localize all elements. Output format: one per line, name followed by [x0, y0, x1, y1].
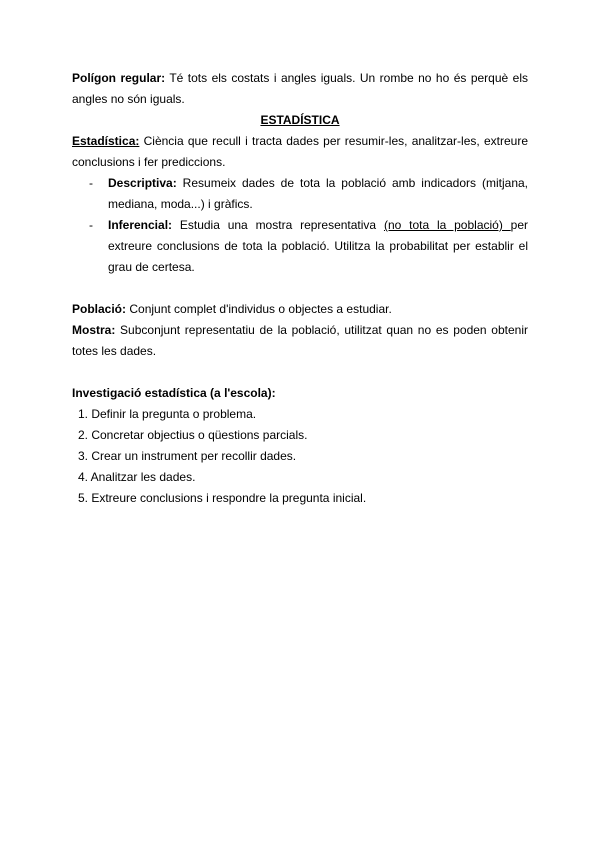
poblacio-text: Conjunt complet d'individus o objectes a estudiar. [126, 302, 392, 316]
inferencial-term: Inferencial: [108, 218, 173, 232]
inferencial-text-after: per extreure conclusions de tota la població. Utilitza la probabilitat per establir el grau de certesa. [108, 218, 529, 274]
poligon-term: Polígon regular: [72, 71, 166, 85]
poblacio-term: Població: [72, 302, 127, 316]
poblacio-paragraph [72, 299, 528, 320]
list-item: 4. Analitzar les dades. [78, 470, 196, 484]
heading-text: ESTADÍSTICA [260, 113, 340, 127]
poligon-paragraph [72, 68, 528, 110]
spacer [72, 278, 528, 299]
mostra-term: Mostra: [72, 323, 116, 337]
estadistica-term: Estadística: [72, 134, 140, 148]
list-item: 5. Extreure conclusions i respondre la pregunta inicial. [78, 491, 367, 505]
mostra-text: Subconjunt representatiu de la població, utilitzat quan no es poden obtenir totes les dades. [72, 323, 528, 358]
investigacio-title [72, 383, 528, 404]
list-item: 1. Definir la pregunta o problema. [78, 407, 257, 421]
mostra-paragraph [72, 320, 528, 362]
inferencial-text-before: Estudia una mostra representativa [172, 218, 384, 232]
types-list [72, 173, 528, 278]
spacer [72, 362, 528, 383]
list-item-descriptiva [72, 173, 528, 215]
inferencial-underlined: (no tota la població) [383, 218, 511, 232]
descriptiva-text: Resumeix dades de tota la població amb indicadors (mitjana, mediana, moda...) i gràfics. [108, 176, 528, 211]
descriptiva-term: Descriptiva: [108, 176, 177, 190]
document-content [72, 68, 528, 509]
dash-bullet: - [89, 176, 93, 190]
estadistica-text: Ciència que recull i tracta dades per resumir-les, analitzar-les, extreure conclusions i fer prediccions. [72, 134, 528, 169]
investigacio-title-text: Investigació estadística (a l'escola): [72, 386, 276, 400]
list-item-inferencial [72, 215, 528, 278]
dash-bullet: - [89, 218, 93, 232]
steps-list [72, 404, 528, 509]
list-item: 3. Crear un instrument per recollir dades. [78, 449, 297, 463]
section-heading [72, 110, 528, 131]
list-item: 2. Concretar objectius o qüestions parcials. [78, 428, 308, 442]
estadistica-paragraph [72, 131, 528, 173]
poligon-text: Té tots els costats i angles iguals. Un rombe no ho és perquè els angles no són iguals. [72, 71, 528, 106]
